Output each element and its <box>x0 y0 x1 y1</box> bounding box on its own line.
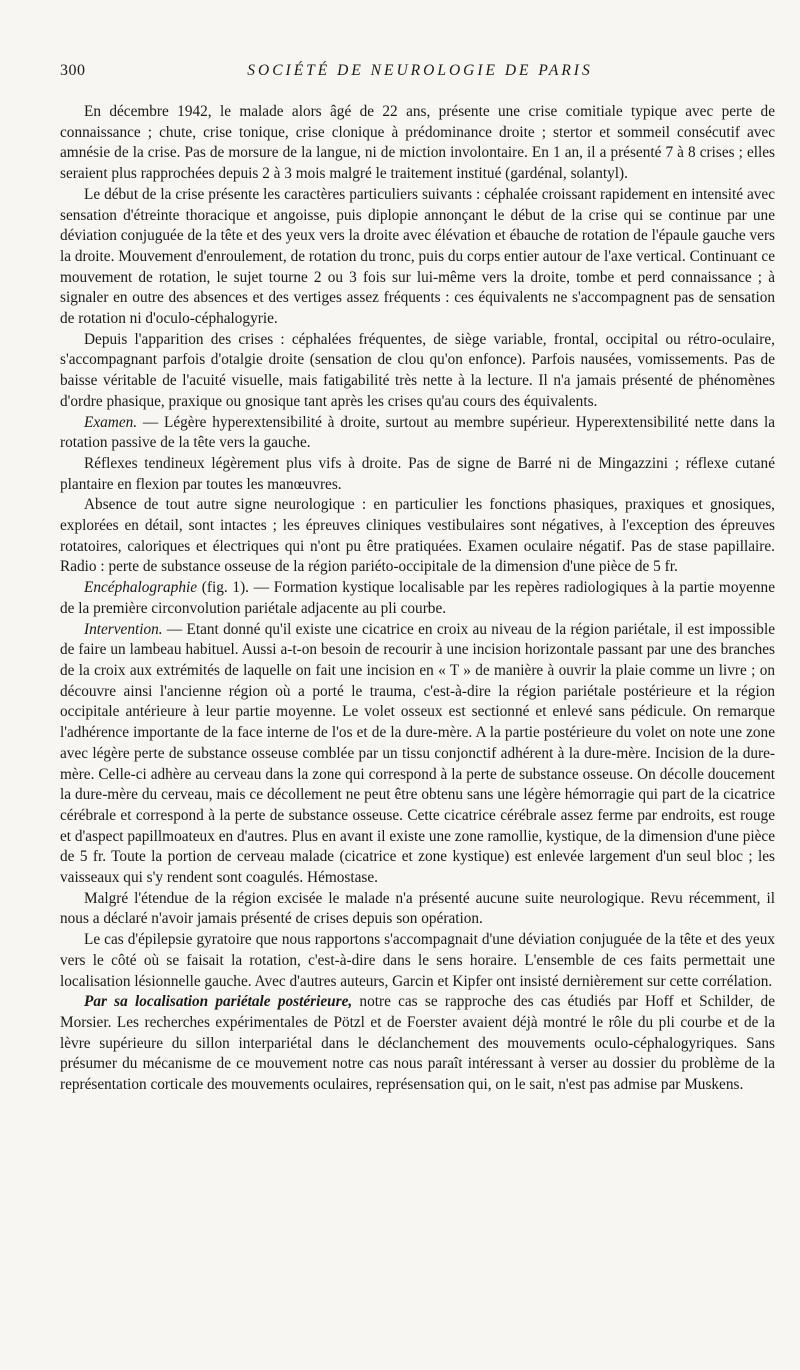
running-head <box>60 62 780 92</box>
paragraph-crisis-onset: Le début de la crise présente les caractères particuliers suivants : céphalée croissant rapidement en intensité avec sensation d'étreinte thoracique et angoisse, puis diplopie annonçant le début de la crise qui se continue par une déviation conjuguée de la tête et des yeux vers la droite avec élévation et ébauche de rotation de l'épaule gauche vers la droite. Mouvement d'enroulement, de rotation du tronc, puis du corps entier autour de l'axe vertical. Continuant ce mouvement de rotation, le sujet tourne 2 ou 3 fois sur lui-même vers la droite, tombe et perd connaissance ; à signaler en outre des absences et des vertiges assez fréquents : ces équivalents ne s'accompagnent pas de sensation de rotation ni d'oculo-céphalogyrie. <box>60 185 775 328</box>
paragraph-history: En décembre 1942, le malade alors âgé de 22 ans, présente une crise comitiale typique avec perte de connaissance ; chute, crise tonique, crise clonique à prédominance droite ; stertor et sommeil consécutif avec amnésie de la crise. Pas de morsure de la langue, ni de miction involontaire. En 1 an, il a présenté 7 à 8 crises ; elles seraient plus rapprochées depuis 2 à 3 mois malgré le traitement institué (gardénal, solantyl). <box>60 103 775 183</box>
article-body <box>60 102 775 1096</box>
section-lead-localisation: Par sa localisation pariétale postérieure, <box>84 993 353 1011</box>
section-lead-examen: Examen. <box>84 413 138 431</box>
paragraph-intervention: Intervention. — Etant donné qu'il existe une cicatrice en croix au niveau de la région pariétale, il est impossible de faire un lambeau habituel. Aussi a-t-on besoin de recourir à une incision horizontale passant par une des branches de la croix aux extrémités de laquelle on fait une incision en « T » de manière à ouvrir la plaie comme un livre ; on découvre ainsi l'ancienne région où a porté le trauma, c'est-à-dire la région pariétale postérieure et la région occipitale antérieure à leur partie moyenne. Le volet osseux est sectionné et enlevé sans pédicule. On remarque l'adhérence importante de la face interne de l'os et de la dure-mère. A la partie postérieure du volet on note une zone avec légère perte de substance osseuse comblée par un tissu conjonctif adhérent à la dure-mère. Incision de la dure-mère. Celle-ci adhère au cerveau dans la zone qui correspond à la perte de substance osseuse. On décolle doucement la dure-mère du cerveau, mais ce décollement ne peut être obtenu sans une légère hémorragie qui part de la cicatrice cérébrale et correspond à la perte de substance osseuse. Cette cicatrice cérébrale assez ferme par endroits, est rouge et d'aspect papillmoateux en d'autres. Plus en avant il existe une zone ramollie, kystique, de la dimension d'une pièce de 5 fr. Toute la portion de cerveau malade (cicatrice et zone kystique) est enlevée largement d'un seul bloc ; les vaisseaux qui s'y rendent sont coagulés. Hémostase. <box>60 620 775 887</box>
paragraph-neuro-signs: Absence de tout autre signe neurologique : en particulier les fonctions phasiques, praxiques et gnosiques, explorées en détail, sont intactes ; les épreuves cliniques vestibulaires sont négatives, à l'exception des épreuves rotatoires, caloriques et électriques qui n'ont pu être pratiquées. Examen oculaire négatif. Pas de stase papillaire. Radio : perte de substance osseuse de la région pariéto-occipitale de la dimension d'une pièce de 5 fr. <box>60 496 775 576</box>
paragraph-discussion: Le cas d'épilepsie gyratoire que nous rapportons s'accompagnait d'une déviation conjuguée de la tête et des yeux vers le côté où se faisait la rotation, c'est-à-dire dans le sens horaire. L'ensemble de ces faits permettait une localisation lésionnelle gauche. Avec d'autres auteurs, Garcin et Kipfer ont insisté dernièrement sur cette corrélation. <box>60 931 775 990</box>
journal-page <box>60 62 780 1096</box>
paragraph-localisation: Par sa localisation pariétale postérieure, notre cas se rapproche des cas étudiés par Hoff et Schilder, de Morsier. Les recherches expérimentales de Pötzl et de Foerster avaient déjà montré le rôle du pli courbe et de la lèvre supérieure du sillon interpariétal dans le déclanchement des mouvements oculo-céphalogyriques. Sans présumer du mécanisme de ce mouvement notre cas nous paraît intéressant à verser au dossier du problème de la représentation corticale des mouvements oculaires, représensation qui, on le sait, n'est pas admise par Muskens. <box>60 993 775 1094</box>
running-title: SOCIÉTÉ DE NEUROLOGIE DE PARIS <box>247 62 593 79</box>
paragraph-reflexes: Réflexes tendineux légèrement plus vifs à droite. Pas de signe de Barré ni de Mingazzini ; réflexe cutané plantaire en flexion par toutes les manœuvres. <box>60 454 775 493</box>
section-lead-intervention: Intervention. <box>84 620 163 638</box>
paragraph-examen: Examen. — Légère hyperextensibilité à droite, surtout au membre supérieur. Hyperextensibilité nette dans la rotation passive de la tête vers la gauche. <box>60 413 775 452</box>
section-lead-encephalographie: Encéphalographie <box>84 579 198 597</box>
paragraph-headaches: Depuis l'apparition des crises : céphalées fréquentes, de siège variable, frontal, occipital ou rétro-oculaire, s'accompagnant parfois d'otalgie droite (sensation de clou qu'on enfonce). Parfois nausées, vomissements. Pas de baisse véritable de l'acuité visuelle, mais fatigabilité très nette à la lecture. Il n'a jamais présenté de phénomènes d'ordre phasique, praxique ou gnosique tant après les crises qu'au cours des équivalents. <box>60 330 775 410</box>
paragraph-outcome: Malgré l'étendue de la région excisée le malade n'a présenté aucune suite neurologique. Revu récemment, il nous a déclaré n'avoir jamais présenté de crises depuis son opération. <box>60 889 775 928</box>
paragraph-encephalographie: Encéphalographie (fig. 1). — Formation kystique localisable par les repères radiologiques à la partie moyenne de la première circonvolution pariétale adjacente au pli courbe. <box>60 579 775 617</box>
page-number: 300 <box>60 62 86 79</box>
